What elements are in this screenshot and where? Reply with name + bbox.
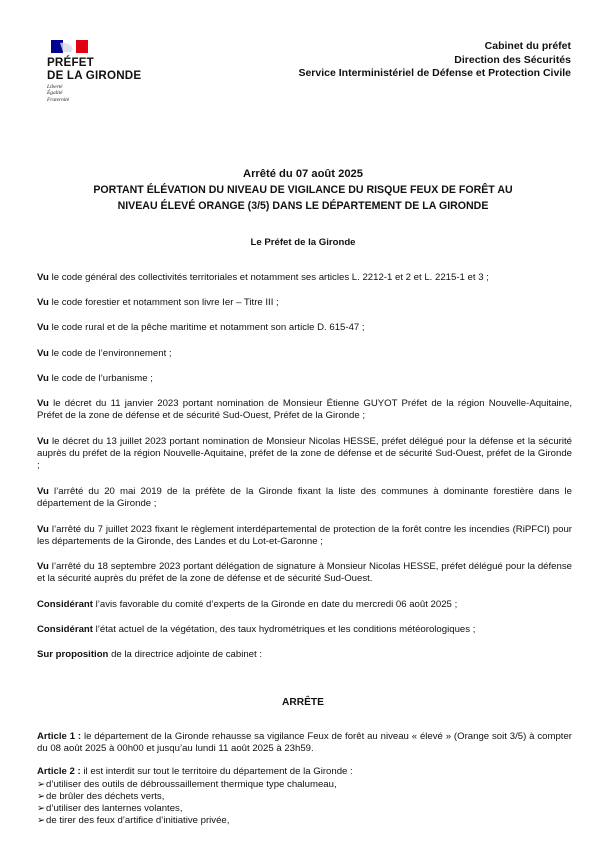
prefet-logo: [47, 40, 177, 103]
issuing-office: [298, 40, 571, 81]
visa-item: Vu l’arrêté du 18 septembre 2023 portant délégation de signature à Monsieur Nicolas HESSE, préfet délégué pour la défense et la sécurité auprès du préfet de la zone de défense et de sécurité Sud-Ouest.: [37, 561, 572, 585]
decree-title-line3: NIVEAU ÉLEVÉ ORANGE (3/5) DANS LE DÉPARTEMENT DE LA GIRONDE: [117, 200, 489, 212]
visa-item: Vu l’arrêté du 20 mai 2019 de la préfète de la Gironde fixant la liste des communes à dominante forestière dans le département de la Gironde ;: [37, 486, 572, 510]
arrow-bullet-icon: ➢: [37, 790, 46, 802]
motto-fraternite: Fraternité: [47, 96, 70, 103]
visa-item: Vu le décret du 11 janvier 2023 portant nomination de Monsieur Étienne GUYOT Préfet de la région Nouvelle-Aquitaine, Préfet de la zone de défense et de sécurité Sud-Ouest, Préfet de la Gironde ;: [37, 398, 572, 422]
list-item: ➢de tirer des feux d’artifice d’initiative privée,: [37, 815, 230, 827]
decree-date: Arrêté du 07 août 2025: [242, 168, 363, 180]
list-item: ➢d’utiliser des outils de débroussaillement thermique type chalumeau,: [37, 778, 337, 790]
visa-item: Vu l’arrêté du 7 juillet 2023 fixant le règlement interdépartemental de protection de la forêt contre les incendies (RiPFCI) pour les départements de la Gironde, des Landes et du Lot-et-Garonne ;: [37, 524, 572, 548]
logo-title-line2: DE LA GIRONDE: [47, 68, 142, 82]
list-item: ➢de brûler des déchets verts,: [37, 790, 165, 802]
visa-item: Vu le code de l’urbanisme ;: [37, 373, 153, 384]
republic-motto: [47, 84, 177, 103]
marianne-flag-icon: [51, 40, 88, 53]
arrow-bullet-icon: ➢: [37, 815, 46, 827]
article-2-list: [37, 779, 572, 828]
cabinet-line: Cabinet du préfet: [484, 40, 571, 52]
arrow-bullet-icon: ➢: [37, 778, 46, 790]
articles-section: [37, 731, 572, 827]
motto-liberte: Liberté: [47, 84, 63, 90]
visa-item: Vu le code forestier et notamment son livre Ier – Titre III ;: [37, 297, 279, 308]
visa-item: Vu le code général des collectivités territoriales et notamment ses articles L. 2212-1 et 2 et L. 2215-1 et 3 ;: [37, 272, 489, 283]
article-2: Article 2 : il est interdit sur tout le territoire du département de la Gironde :: [37, 766, 353, 778]
prefect-heading: Le Préfet de la Gironde: [250, 237, 356, 248]
arrow-bullet-icon: ➢: [37, 803, 46, 815]
logo-title-line1: PRÉFET: [47, 56, 94, 69]
considerant-item: Considérant l’avis favorable du comité d’experts de la Gironde en date du mercredi 06 août 2025 ;: [37, 599, 458, 610]
direction-line: Direction des Sécurités: [454, 53, 571, 66]
decree-title: [30, 166, 576, 214]
decree-title-line2: PORTANT ÉLÉVATION DU NIVEAU DE VIGILANCE DU RISQUE FEUX DE FORÊT AU: [93, 184, 513, 196]
visa-item: Vu le décret du 13 juillet 2023 portant nomination de Monsieur Nicolas HESSE, préfet délégué pour la défense et la sécurité auprès du préfet de la région Nouvelle-Aquitaine, préfet de la zone de défense et de sécurité Sud-Ouest, préfet de la Gironde ;: [37, 436, 572, 472]
arrete-heading: ARRÊTE: [282, 697, 324, 708]
article-1: Article 1 : le département de la Gironde rehausse sa vigilance Feux de forêt au niveau « élevé » (Orange soit 3/5) à compter du 08 août 2025 à 00h00 et jusqu’au lundi 11 août 2025 à 23h59.: [37, 731, 572, 755]
considerant-item: Considérant l’état actuel de la végétation, des taux hydrométriques et les conditions météorologiques ;: [37, 624, 476, 635]
list-item: ➢d’utiliser des lanternes volantes,: [37, 803, 183, 815]
service-line: Service Interministériel de Défense et Protection Civile: [298, 67, 571, 80]
visa-item: Vu le code rural et de la pêche maritime et notamment son article D. 615-47 ;: [37, 322, 365, 333]
visa-item: Vu le code de l’environnement ;: [37, 348, 172, 359]
proposition-item: Sur proposition de la directrice adjointe de cabinet :: [37, 649, 263, 660]
motto-egalite: Égalité: [47, 90, 63, 97]
